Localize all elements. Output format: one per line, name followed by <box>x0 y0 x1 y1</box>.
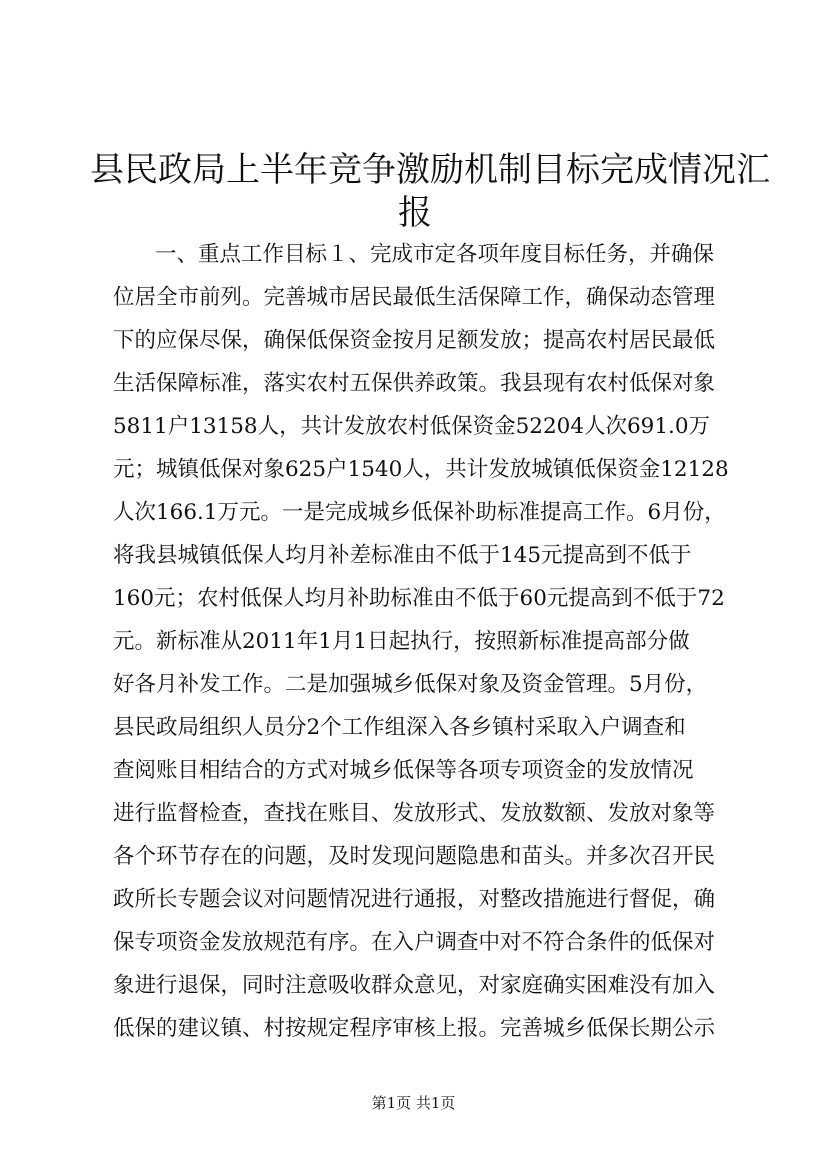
body-line-2: 位居全市前列。完善城市居民最低生活保障工作，确保动态管理 <box>113 285 716 310</box>
body-line-16: 政所长专题会议对问题情况进行通报，对整改措施进行督促，确 <box>113 887 716 912</box>
body-line-8: 将我县城镇低保人均月补差标准由不低于145元提高到不低于 <box>113 543 692 568</box>
body-line-3: 下的应保尽保，确保低保资金按月足额发放；提高农村居民最低 <box>113 328 716 353</box>
body-line-10: 元。新标准从2011年1月1日起执行，按照新标准提高部分做 <box>113 629 690 654</box>
document-title-line2: 报 <box>398 193 432 233</box>
body-line-4: 生活保障标准，落实农村五保供养政策。我县现有农村低保对象 <box>113 371 716 396</box>
body-line-15: 各个环节存在的问题，及时发现问题隐患和苗头。并多次召开民 <box>113 844 716 869</box>
page-footer: 第1页 共1页 <box>371 1094 456 1112</box>
body-line-18: 象进行退保，同时注意吸收群众意见，对家庭确实困难没有加入 <box>113 973 716 998</box>
body-line-17: 保专项资金发放规范有序。在入户调查中对不符合条件的低保对 <box>113 930 716 955</box>
body-line-13: 查阅账目相结合的方式对城乡低保等各项专项资金的发放情况 <box>113 758 694 783</box>
body-line-19: 低保的建议镇、村按规定程序审核上报。完善城乡低保长期公示 <box>113 1016 716 1041</box>
document-title-line1: 县民政局上半年竞争激励机制目标完成情况汇 <box>90 150 770 190</box>
body-line-6: 元；城镇低保对象625户1540人，共计发放城镇低保资金12128 <box>113 457 729 482</box>
body-line-5: 5811户13158人，共计发放农村低保资金52204人次691.0万 <box>113 414 711 439</box>
body-line-7: 人次166.1万元。一是完成城乡低保补助标准提高工作。6月份， <box>113 500 726 525</box>
body-line-12: 县民政局组织人员分2个工作组深入各乡镇村采取入户调查和 <box>113 715 686 740</box>
body-line-14: 进行监督检查，查找在账目、发放形式、发放数额、发放对象等 <box>113 801 716 826</box>
body-line-11: 好各月补发工作。二是加强城乡低保对象及资金管理。5月份， <box>113 672 708 697</box>
body-line-1: 一、重点工作目标１、完成市定各项年度目标任务，并确保 <box>155 242 715 267</box>
body-line-9: 160元；农村低保人均月补助标准由不低于60元提高到不低于72 <box>113 586 725 611</box>
